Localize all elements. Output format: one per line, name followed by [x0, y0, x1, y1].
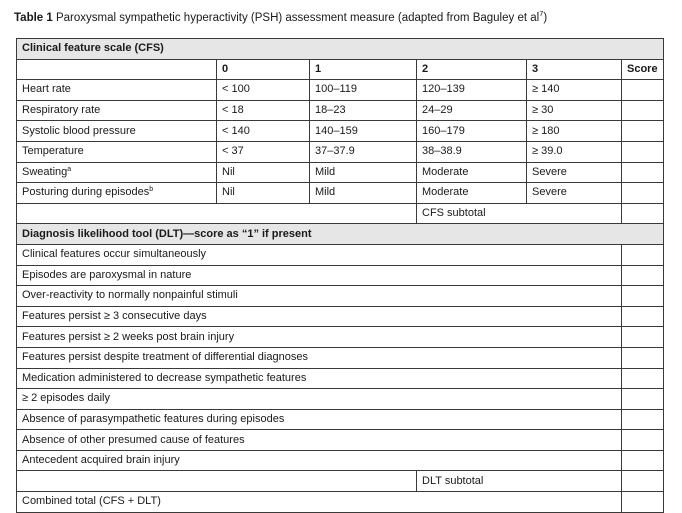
combined-total-score	[622, 492, 664, 513]
cfs-cell-c2: 120–139	[417, 80, 527, 101]
cfs-subtotal-spacer	[17, 203, 417, 224]
dlt-item: Features persist ≥ 3 consecutive days	[17, 306, 622, 327]
psh-assessment-table	[16, 38, 664, 513]
column-header: 1	[310, 59, 417, 80]
cfs-cell-c1: Mild	[310, 162, 417, 183]
cfs-cell-c0: < 37	[217, 141, 310, 162]
table-caption	[14, 10, 674, 26]
cfs-score-cell	[622, 121, 664, 142]
cfs-heading: Clinical feature scale (CFS)	[17, 39, 664, 60]
dlt-row	[17, 409, 664, 430]
cfs-feature-label: Posturing during episodes	[22, 186, 150, 199]
cfs-feature	[17, 80, 217, 101]
dlt-item: Absence of other presumed cause of features	[17, 430, 622, 451]
column-header: 0	[217, 59, 310, 80]
dlt-item: Medication administered to decrease sympathetic features	[17, 368, 622, 389]
cfs-cell-c2: 38–38.9	[417, 141, 527, 162]
combined-total-label: Combined total (CFS + DLT)	[17, 492, 622, 513]
cfs-cell-c1: 140–159	[310, 121, 417, 142]
caption-close: )	[543, 12, 548, 24]
dlt-subtotal-score	[622, 471, 664, 492]
dlt-row	[17, 306, 664, 327]
dlt-score-cell	[622, 265, 664, 286]
cfs-cell-c0: < 140	[217, 121, 310, 142]
column-header: 2	[417, 59, 527, 80]
dlt-row	[17, 450, 664, 471]
cfs-cell-c3: ≥ 39.0	[527, 141, 622, 162]
column-header	[17, 59, 217, 80]
cfs-score-cell	[622, 80, 664, 101]
cfs-feature-label: Temperature	[22, 145, 84, 158]
dlt-score-cell	[622, 327, 664, 348]
dlt-item: Episodes are paroxysmal in nature	[17, 265, 622, 286]
column-header: 3	[527, 59, 622, 80]
combined-total-row	[17, 492, 664, 513]
cfs-feature-label: Systolic blood pressure	[22, 124, 136, 137]
cfs-row	[17, 80, 664, 101]
cfs-cell-c1: 100–119	[310, 80, 417, 101]
cfs-row	[17, 100, 664, 121]
table-body	[17, 39, 664, 513]
column-header-score: Score	[622, 59, 664, 80]
cfs-cell-c3: Severe	[527, 183, 622, 204]
cfs-feature	[17, 162, 217, 183]
dlt-row	[17, 389, 664, 410]
cfs-cell-c0: < 18	[217, 100, 310, 121]
dlt-item: Clinical features occur simultaneously	[17, 244, 622, 265]
cfs-subtotal-score	[622, 203, 664, 224]
dlt-item: ≥ 2 episodes daily	[17, 389, 622, 410]
dlt-score-cell	[622, 409, 664, 430]
dlt-item: Antecedent acquired brain injury	[17, 450, 622, 471]
caption-text: Paroxysmal sympathetic hyperactivity (PSH) assessment measure (adapted from Baguley et al	[55, 12, 540, 24]
cfs-subtotal-row	[17, 203, 664, 224]
cfs-cell-c0: < 100	[217, 80, 310, 101]
cfs-cell-c1: 37–37.9	[310, 141, 417, 162]
dlt-row	[17, 286, 664, 307]
cfs-cell-c3: ≥ 30	[527, 100, 622, 121]
cfs-cell-c0: Nil	[217, 183, 310, 204]
dlt-row	[17, 368, 664, 389]
dlt-row	[17, 430, 664, 451]
dlt-item: Features persist despite treatment of differential diagnoses	[17, 347, 622, 368]
dlt-item: Absence of parasympathetic features during episodes	[17, 409, 622, 430]
cfs-cell-c1: Mild	[310, 183, 417, 204]
dlt-heading: Diagnosis likelihood tool (DLT)—score as “1” if present	[17, 224, 664, 245]
cfs-feature-label: Heart rate	[22, 83, 71, 96]
cfs-cell-c3: Severe	[527, 162, 622, 183]
dlt-item: Features persist ≥ 2 weeks post brain injury	[17, 327, 622, 348]
cfs-row	[17, 162, 664, 183]
cfs-feature	[17, 121, 217, 142]
dlt-score-cell	[622, 430, 664, 451]
dlt-item: Over-reactivity to normally nonpainful stimuli	[17, 286, 622, 307]
cfs-feature-label: Respiratory rate	[22, 104, 101, 117]
cfs-score-cell	[622, 100, 664, 121]
cfs-feature-label: Sweating	[22, 165, 68, 178]
cfs-feature	[17, 100, 217, 121]
cfs-score-cell	[622, 141, 664, 162]
cfs-score-cell	[622, 183, 664, 204]
dlt-score-cell	[622, 450, 664, 471]
dlt-score-cell	[622, 389, 664, 410]
dlt-score-cell	[622, 347, 664, 368]
dlt-row	[17, 347, 664, 368]
cfs-cell-c2: 160–179	[417, 121, 527, 142]
cfs-row	[17, 183, 664, 204]
cfs-cell-c1: 18–23	[310, 100, 417, 121]
footnote-marker: b	[149, 186, 154, 194]
cfs-column-header-row	[17, 59, 664, 80]
dlt-section-header	[17, 224, 664, 245]
cfs-cell-c3: ≥ 140	[527, 80, 622, 101]
dlt-subtotal-label: DLT subtotal	[417, 471, 622, 492]
cfs-cell-c0: Nil	[217, 162, 310, 183]
cfs-cell-c2: Moderate	[417, 183, 527, 204]
dlt-row	[17, 244, 664, 265]
cfs-cell-c2: Moderate	[417, 162, 527, 183]
cfs-score-cell	[622, 162, 664, 183]
dlt-score-cell	[622, 244, 664, 265]
footnote-marker: a	[67, 165, 72, 173]
dlt-row	[17, 265, 664, 286]
dlt-subtotal-spacer	[17, 471, 417, 492]
caption-label: Table 1	[14, 12, 53, 24]
dlt-row	[17, 327, 664, 348]
cfs-cell-c2: 24–29	[417, 100, 527, 121]
dlt-score-cell	[622, 306, 664, 327]
cfs-section-header	[17, 39, 664, 60]
cfs-feature	[17, 141, 217, 162]
cfs-subtotal-label: CFS subtotal	[417, 203, 622, 224]
dlt-score-cell	[622, 368, 664, 389]
caption-ref: 7	[539, 9, 544, 18]
cfs-cell-c3: ≥ 180	[527, 121, 622, 142]
cfs-feature	[17, 183, 217, 204]
cfs-row	[17, 141, 664, 162]
dlt-score-cell	[622, 286, 664, 307]
cfs-row	[17, 121, 664, 142]
dlt-subtotal-row	[17, 471, 664, 492]
